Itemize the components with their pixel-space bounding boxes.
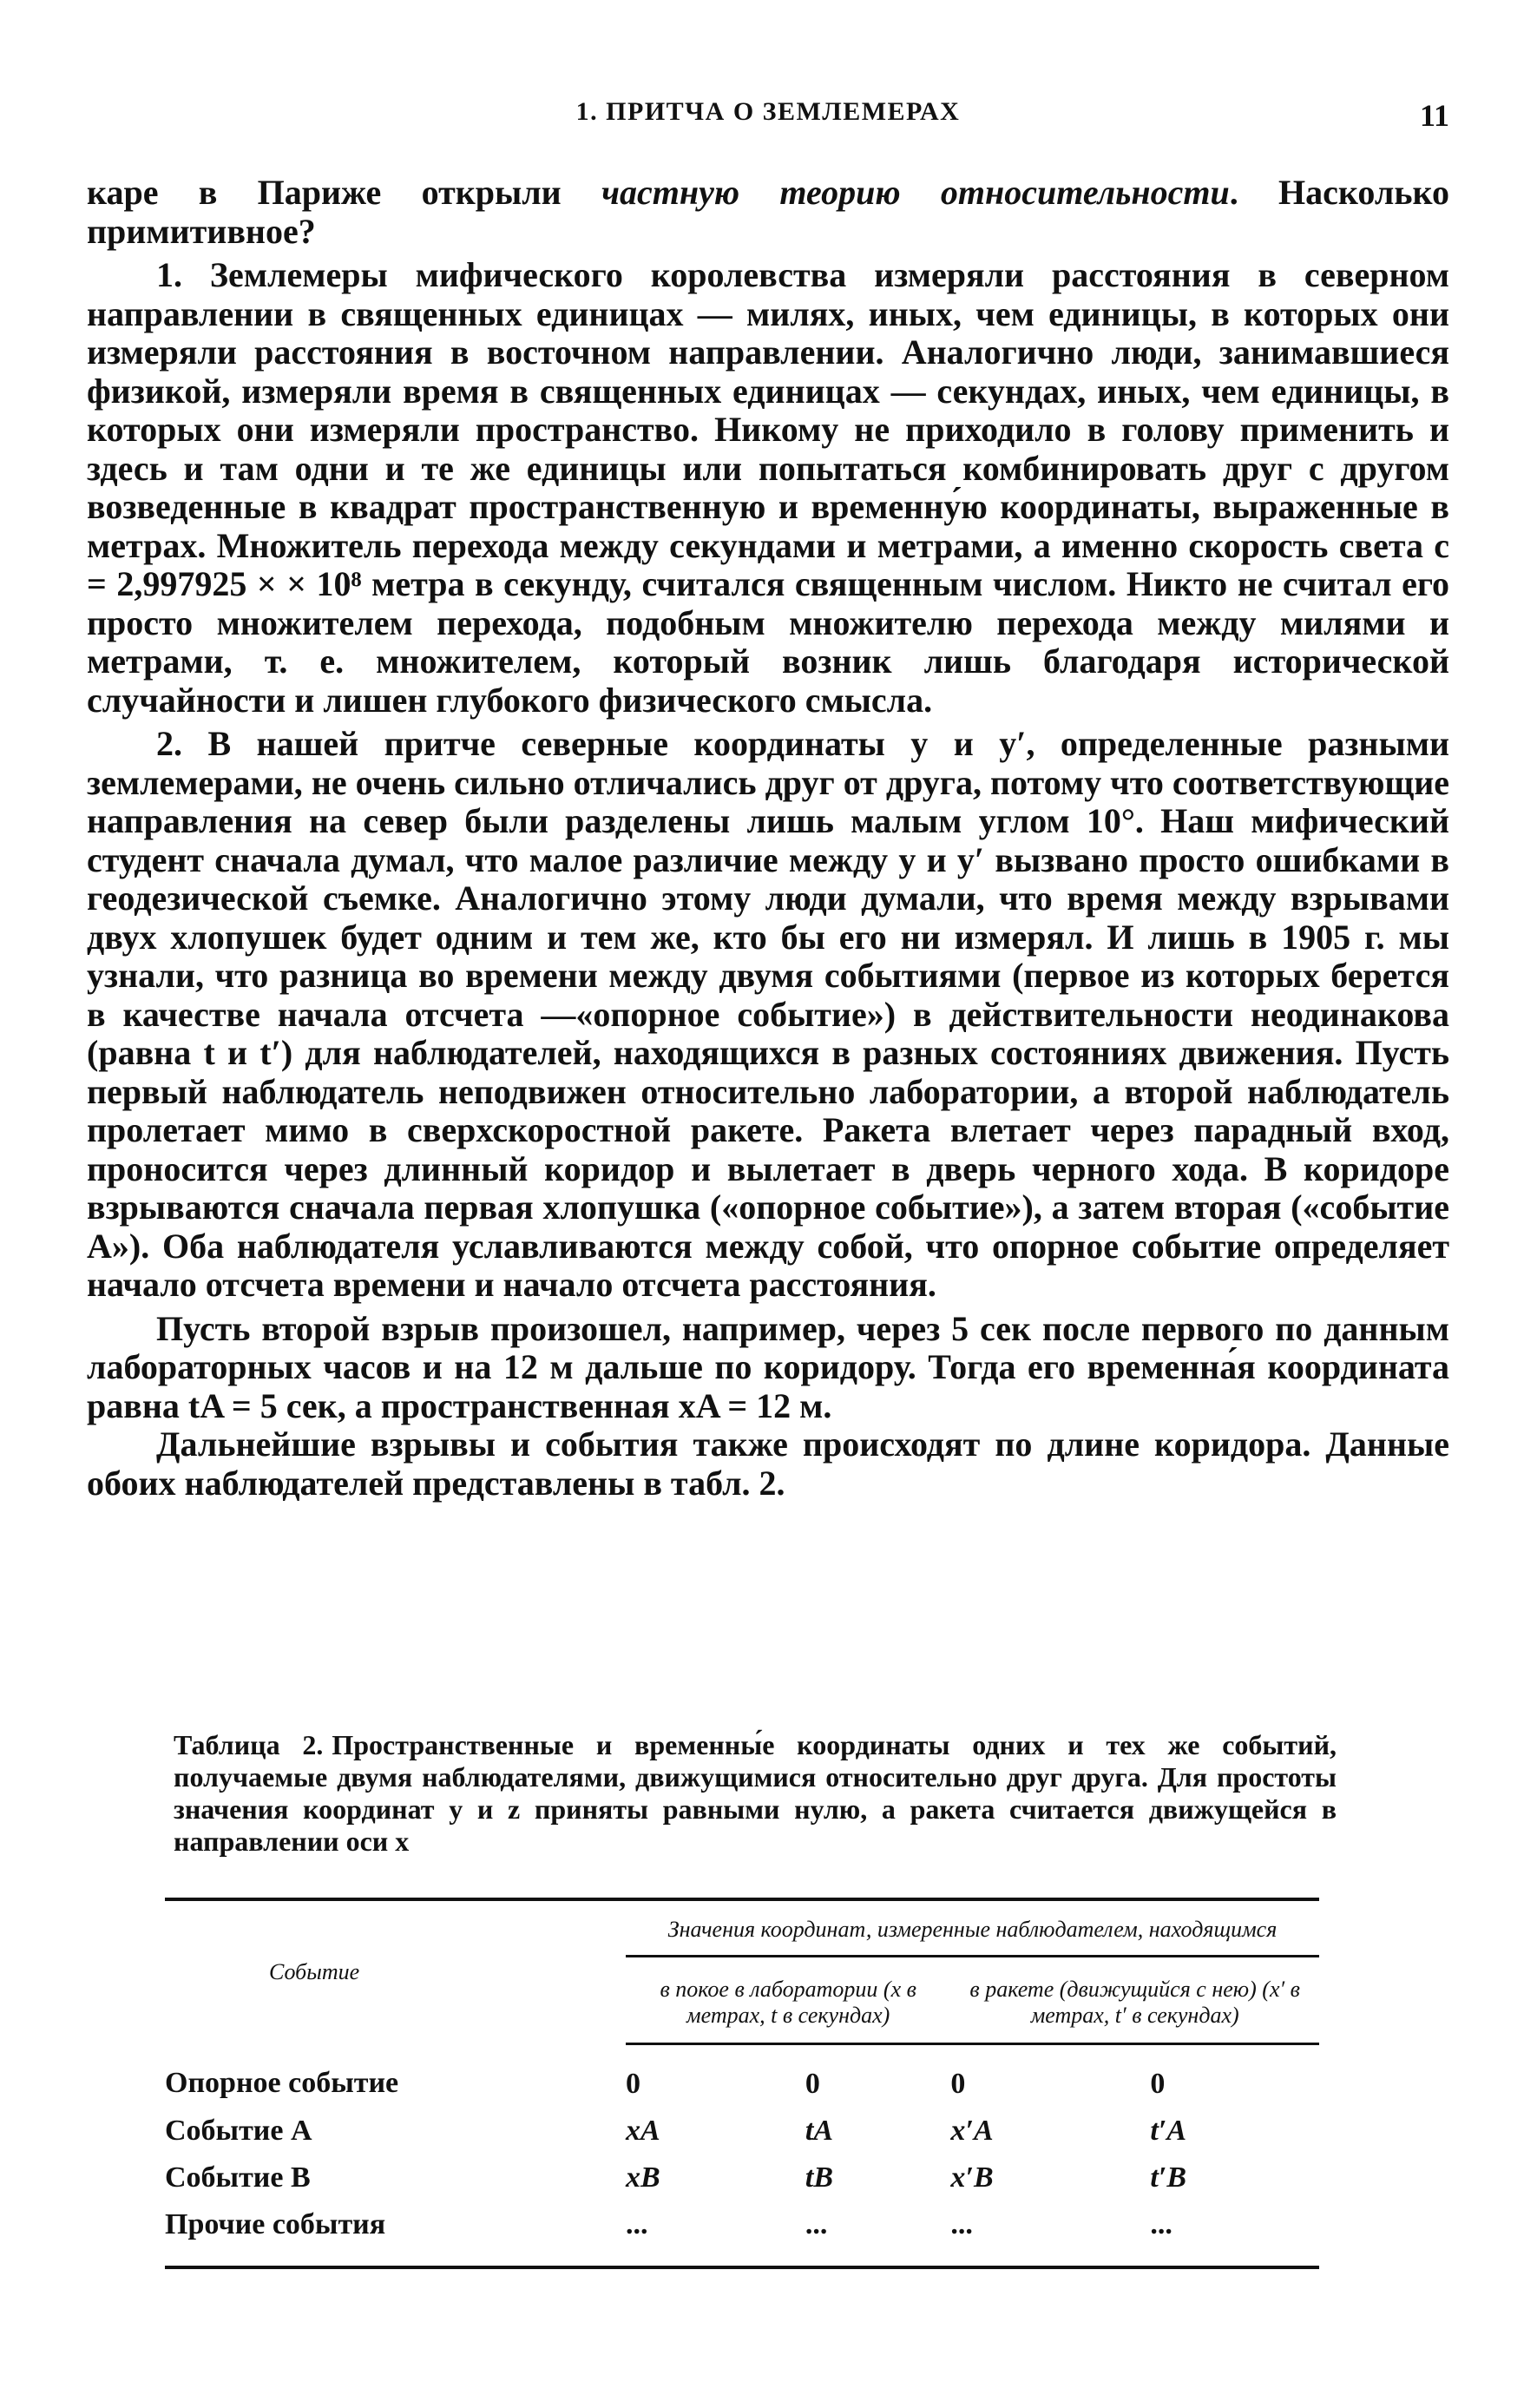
column-header-lab: в покое в лаборатории (x в метрах, t в секундах) xyxy=(626,1957,950,2044)
paragraph-1: 1. Землемеры мифического королевства измеряли расстояния в северном направлении в священных единицах — милях, иных, чем единицы, в которых они измеряли расстояния в восточном направлении. Аналогично люди, занимавшиеся физикой, измеряли время в священных единицах — секундах, иных, чем единицы, в которых они измеряли пространство. Никому не приходило в голову применить и здесь и там одни и те же единицы или попытаться комбинировать друг с другом возведенные в квадрат пространственную и временну́ю координаты, выраженные в метрах. Множитель перехода между секундами и метрами, а именно скорость света c = 2,997925 × × 10⁸ метра в секунду, считался священным числом. Никто не считал его просто множителем перехода, подобным множителю перехода между милями и метрами, т. е. множителем, который возник лишь благодаря исторической случайности и лишен глубокого физического смысла. xyxy=(87,255,1449,720)
paragraph-continuation xyxy=(87,174,1449,251)
cell-x: 0 xyxy=(626,2068,640,2100)
column-header-event: Событие xyxy=(269,1959,360,1985)
table-row xyxy=(165,2044,1319,2109)
table-caption xyxy=(174,1729,1337,1858)
page-number: 11 xyxy=(1419,98,1449,133)
cell-x: ... xyxy=(626,2208,648,2240)
cell-t: 0 xyxy=(805,2068,820,2100)
cell-x: xB xyxy=(626,2161,660,2194)
paragraph-4: Дальнейшие взрывы и события также происходят по длине коридора. Данные обоих наблюдателей представлены в табл. 2. xyxy=(87,1424,1449,1503)
table-row xyxy=(165,2108,1319,2155)
event-name: Событие A xyxy=(165,2115,312,2147)
event-name: Прочие события xyxy=(165,2208,386,2240)
cell-t: ... xyxy=(805,2208,828,2240)
cell-t-rocket: 0 xyxy=(1150,2068,1166,2100)
column-header-group: Значения координат, измеренные наблюдателем, находящимся xyxy=(626,1899,1319,1957)
paragraph-continuation-text-b: . Насколько примитивное? xyxy=(87,173,1449,251)
coordinates-table xyxy=(165,1898,1319,2269)
table-row xyxy=(165,2155,1319,2201)
paragraph-3: Пусть второй взрыв произошел, например, через 5 сек после первого по данным лабораторных часов и на 12 м дальше по коридору. Тогда его временна́я координата равна tA = 5 сек, а пространственная xA = 12 м. xyxy=(87,1308,1449,1425)
cell-x-rocket: ... xyxy=(950,2208,973,2240)
column-header-rocket: в ракете (движущийся с нею) (x′ в метрах, t′ в секундах) xyxy=(950,1957,1319,2044)
table-caption-label: Таблица 2. xyxy=(174,1729,324,1760)
table-body xyxy=(165,2044,1319,2268)
cell-x: xA xyxy=(626,2115,660,2147)
coordinates-grid xyxy=(165,1898,1319,2269)
cell-t-rocket: t′B xyxy=(1150,2161,1187,2194)
cell-t: tA xyxy=(805,2115,834,2147)
paragraph-2: 2. В нашей притче северные координаты y и y′, определенные разными землемерами, не очень сильно отличались друг от друга, потому что соответствующие направления на север были разделены лишь малым углом 10°. Наш мифический студент сначала думал, что малое различие между y и y′ вызвано просто ошибками в геодезической съемке. Аналогично этому люди думали, что время между взрывами двух хлопушек будет одним и тем же, кто бы его ни измерял. И лишь в 1905 г. мы узнали, что разница во времени между двумя событиями (первое из которых берется в качестве начала отсчета —«опорное событие») в действительности неодинакова (равна t и t′) для наблюдателей, находящихся в разных состояниях движения. Пусть первый наблюдатель неподвижен относительно лаборатории, а второй наблюдатель пролетает мимо в сверхскоростной ракете. Ракета влетает через парадный вход, проносится через длинный коридор и вылетает в дверь черного хода. В коридоре взрываются сначала первая хлопушка («опорное событие»), а затем вторая («событие A»). Оба наблюдателя уславливаются между собой, что опорное событие определяет начало отсчета времени и начало отсчета расстояния. xyxy=(87,724,1449,1304)
running-title: 1. ПРИТЧА О ЗЕМЛЕМЕРАХ xyxy=(575,97,961,126)
cell-t: tB xyxy=(805,2161,834,2194)
body-text xyxy=(87,174,1449,1503)
cell-x-rocket: x′A xyxy=(950,2115,994,2147)
cell-x-rocket: 0 xyxy=(950,2068,966,2100)
event-name: Опорное событие xyxy=(165,2067,399,2100)
table-caption-text: Пространственные и временны́е координаты одних и тех же событий, получаемые двумя наблюдателями, движущимися относительно друг друга. Для простоты значения координат y и z приняты равными нулю, а ракета считается движущейся в направлении оси x xyxy=(174,1729,1337,1857)
cell-x-rocket: x′B xyxy=(950,2161,994,2194)
cell-t-rocket: ... xyxy=(1150,2208,1172,2240)
paragraph-continuation-text-a: каре в Париже открыли xyxy=(87,173,602,212)
emphasis-relativity: частную теорию относительности xyxy=(601,173,1230,212)
running-header xyxy=(87,97,1449,141)
event-name: Событие B xyxy=(165,2161,311,2194)
cell-t-rocket: t′A xyxy=(1150,2115,1187,2147)
table-row xyxy=(165,2201,1319,2267)
